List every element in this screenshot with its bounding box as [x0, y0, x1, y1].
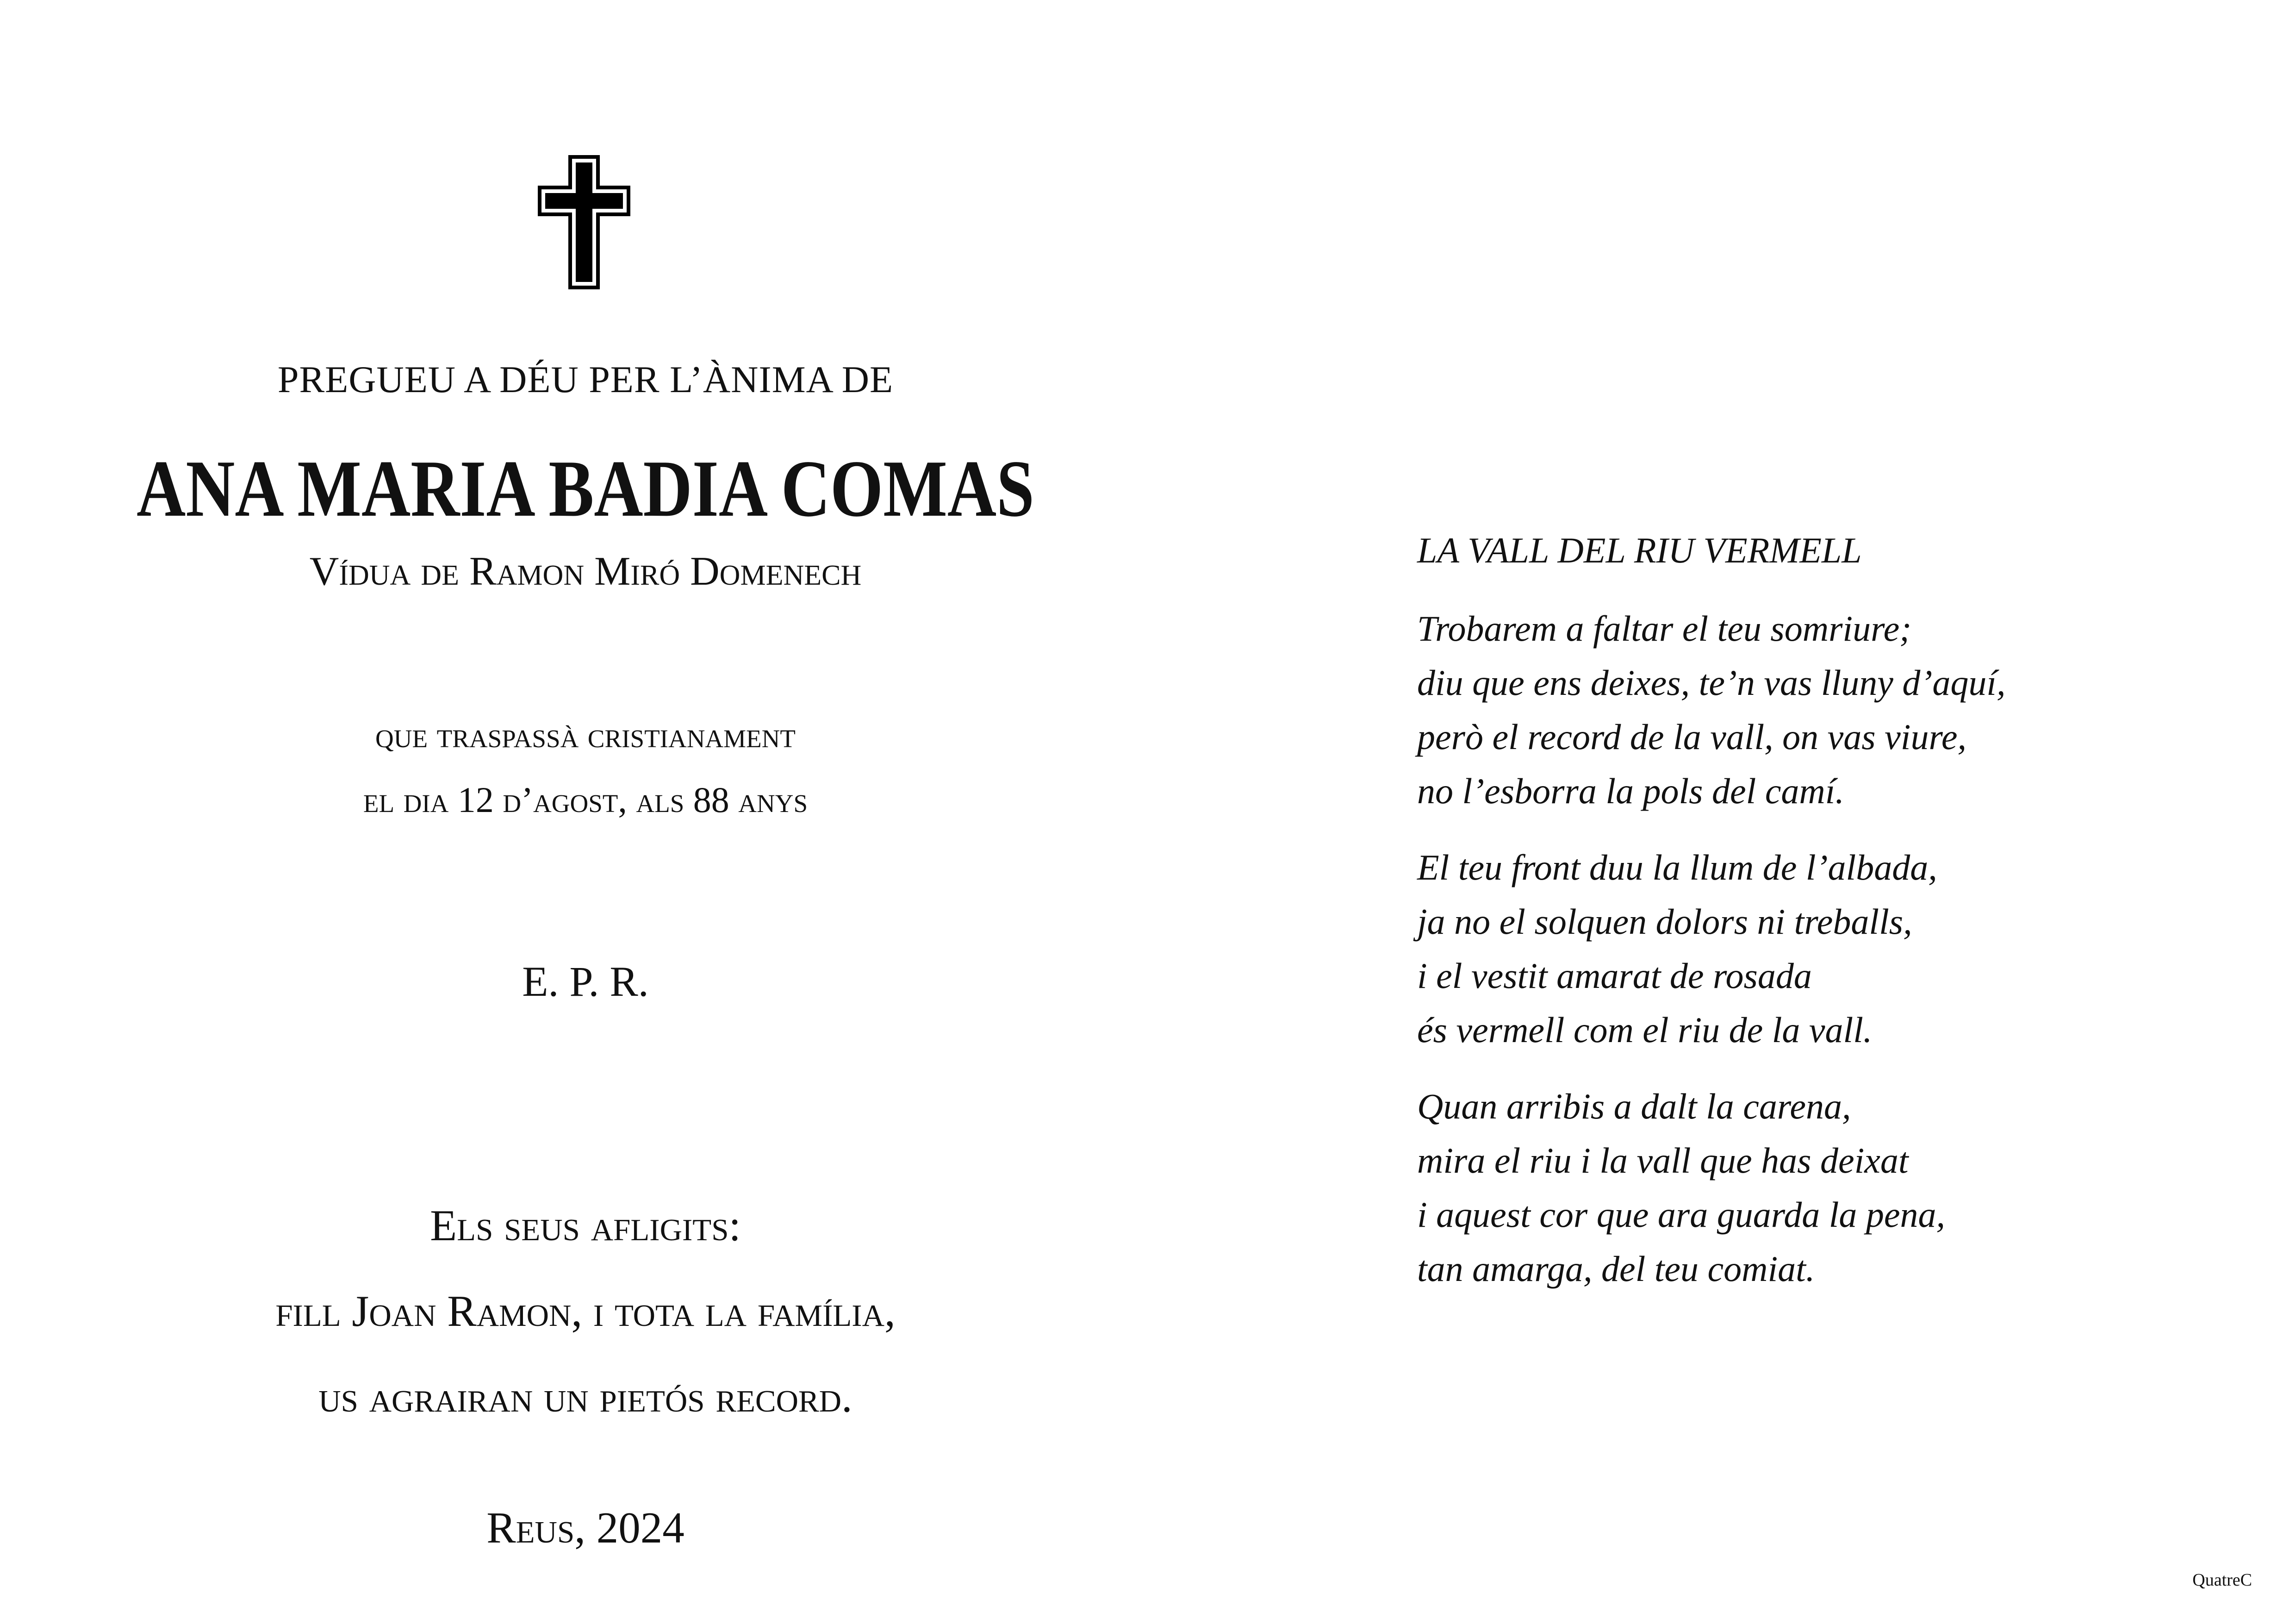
passed-line: que traspassà cristianament: [375, 715, 796, 755]
poem-line: Quan arribis a dalt la carena,: [1417, 1086, 1851, 1126]
epr-text: E. P. R.: [522, 958, 649, 1005]
poem-line: i aquest cor que ara guarda la pena,: [1417, 1194, 1946, 1235]
printer-credit: QuatreC: [2192, 1570, 2252, 1590]
poem-line: és vermell com el riu de la vall.: [1417, 1010, 1873, 1050]
poem: [1417, 523, 2227, 1318]
poem-stanza: [1417, 1079, 2227, 1296]
poem-title: LA VALL DEL RIU VERMELL: [1417, 530, 1862, 570]
poem-line: Trobarem a faltar el teu somriure;: [1417, 608, 1912, 649]
mourners-text: [0, 1183, 1171, 1440]
poem-line: mira el riu i la vall que has deixat: [1417, 1140, 1909, 1181]
prayer-line: PREGUEU A DÉU PER L’ÀNIMA DE: [277, 358, 894, 400]
poem-line: diu que ens deixes, te’n vas lluny d’aquí,: [1417, 662, 2006, 703]
mourners-line: fill Joan Ramon, i tota la família,: [275, 1287, 896, 1336]
poem-line: El teu front duu la llum de l’albada,: [1417, 847, 1937, 887]
cross-icon: [538, 155, 630, 289]
widow-line: Vídua de Ramon Miró Domenech: [309, 549, 862, 594]
poem-stanza: [1417, 840, 2227, 1057]
poem-line: tan amarga, del teu comiat.: [1417, 1249, 1815, 1289]
poem-line: i el vestit amarat de rosada: [1417, 956, 1812, 996]
mourners-line: us agrairan un pietós record.: [318, 1372, 852, 1421]
poem-line: no l’esborra la pols del camí.: [1417, 771, 1844, 811]
passed-away-text: [0, 703, 1171, 832]
place-date: Reus, 2024: [486, 1503, 684, 1552]
poem-line: ja no el solquen dolors ni treballs,: [1417, 901, 1912, 942]
poem-stanza: [1417, 601, 2227, 818]
poem-line: però el record de la vall, on vas viure,: [1417, 717, 1967, 757]
passed-line: el dia 12 d’agost, als 88 anys: [363, 780, 808, 820]
mourners-line: Els seus afligits:: [430, 1201, 741, 1250]
deceased-name: ANA MARIA BADIA COMAS: [137, 443, 1034, 533]
